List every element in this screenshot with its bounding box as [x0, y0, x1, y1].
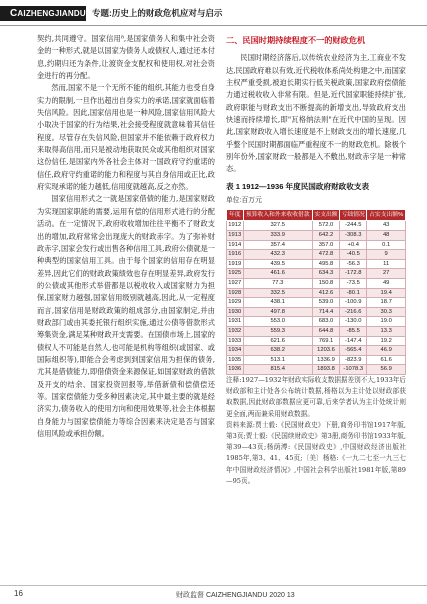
- table-header-row: [227, 210, 406, 221]
- table-cell: 497.8: [243, 307, 312, 317]
- table-cell: +0.4: [340, 240, 367, 250]
- table-cell: -130.0: [340, 317, 367, 327]
- table-cell: 357.0: [312, 240, 339, 250]
- table-cell: 634.3: [312, 269, 339, 279]
- table-cell: -823.9: [340, 355, 367, 365]
- table-header-cell: 预算收入和外来收收借款: [243, 210, 312, 221]
- table-cell: -80.1: [340, 288, 367, 298]
- table-cell: 27: [367, 269, 406, 279]
- table-cell: 1936: [227, 365, 244, 375]
- table-cell: 1931: [227, 317, 244, 327]
- table-header-cell: 年度: [227, 210, 244, 221]
- table-cell: 1930: [227, 307, 244, 317]
- table-row: [227, 250, 406, 260]
- table-cell: 19.0: [367, 317, 406, 327]
- table-note: 注释:1927—1932年财政实际收支数据据差别不大,1933年后财政部和主计处各公布统计数据,杨格以为主计处以财政部获取数据,因此财政部数据应更可靠,后来学者认为主计处统计则更全面,两而兼采用财政数据。: [226, 375, 406, 418]
- body-paragraph: 契约,共同遵守。国家信用⁸,是国家债务人和集中社会资金的一种形式,就是以国家为债务人或债权人,通过还本付息,约期归还为条件,让渡资金支配权和使用权,对社会资金进行的再分配。: [37, 34, 215, 81]
- table-body: [227, 221, 406, 375]
- table-header-cell: 亏绌情况: [340, 210, 367, 221]
- finance-table: [226, 209, 406, 375]
- table-cell: 333.9: [243, 231, 312, 241]
- table-cell: 815.4: [243, 365, 312, 375]
- table-cell: 461.6: [243, 269, 312, 279]
- table-cell: 439.5: [243, 259, 312, 269]
- table-cell: 18.7: [367, 298, 406, 308]
- table-cell: 1925: [227, 269, 244, 279]
- table-cell: 642.2: [312, 231, 339, 241]
- body-paragraph: 国家信用形式之一就是国家借债的能力,是国家财政为实现国家职能的需要,运用有偿的信用形式进行的分配活动。在一定情况下,政府收收增加往往平衡不了财政支出的增加,政府常常会出现庞大的财政赤字。为了弥补财政赤字,国家会发行或出售各种信用工具,政府公债就是一种典型的国家信用工具。由于每个国家的信用存在明显差异,因此它们的财政政策绩效也存在明显差异,政府发行的公债或其他形式举借都是以税收收入或国家财力为担保,国家财力越强,国家信用级别就越高,因此,从一定程度而言,国家信用是财政政策的组成部分,由国家制定,并由财政部门或由其委托银行组织实施,通过公债等借款形式筹集资金,满足某种财政开支需要。在国债市场上,国家的债权人不可能是自然人,也可能是机构等组织(或国家、或国际组织等),即能合会考虑到到国家信用为担保的债务,尤其是借债能力,即借债资金来源保证,如国家财政的借款及开支的结余、国家投资回报等,举借新债和偿债偿还等。国家偿债能力受多种因素决定,其中最主要的就是经济实力,债务收入的使用方向和使用效果等,社会主体根据自身能力与国家偿债能力等综合因素来决定是否与国家信用风险或承担份额。: [37, 194, 215, 438]
- table-cell: 11: [367, 259, 406, 269]
- table-cell: 49: [367, 279, 406, 289]
- table-cell: 1929: [227, 298, 244, 308]
- table-cell: 438.1: [243, 298, 312, 308]
- magazine-tab-name: AIZHENGJIANDU: [17, 9, 86, 18]
- footer-magazine-info: 财政监督 CAIZHENGJIANDU 2020 13: [176, 592, 295, 599]
- table-row: [227, 346, 406, 356]
- table-cell: 412.6: [312, 288, 339, 298]
- magazine-tab: [0, 6, 86, 21]
- table-cell: 1336.9: [312, 355, 339, 365]
- table-header-cell: 占实支出额%: [367, 210, 406, 221]
- left-column: [37, 33, 215, 571]
- table-header-cell: 实支出额: [312, 210, 339, 221]
- table-cell: 553.0: [243, 317, 312, 327]
- table-cell: 472.8: [312, 250, 339, 260]
- table-cell: 1893.8: [312, 365, 339, 375]
- table-row: [227, 269, 406, 279]
- table-cell: 43: [367, 221, 406, 231]
- table-cell: -172.8: [340, 269, 367, 279]
- table-cell: 150.8: [312, 279, 339, 289]
- table-row: [227, 240, 406, 250]
- table-cell: 19.2: [367, 336, 406, 346]
- table-cell: 539.0: [312, 298, 339, 308]
- magazine-tab-initial: C: [10, 8, 18, 19]
- table-cell: 327.5: [243, 221, 312, 231]
- table-row: [227, 279, 406, 289]
- table-row: [227, 288, 406, 298]
- table-row: [227, 231, 406, 241]
- page-header: [0, 0, 427, 25]
- table-row: [227, 365, 406, 375]
- right-column: [226, 33, 406, 571]
- table-cell: -244.5: [340, 221, 367, 231]
- table-cell: 56.9: [367, 365, 406, 375]
- table-cell: 1928: [227, 288, 244, 298]
- table-cell: 714.4: [312, 307, 339, 317]
- table-cell: 1935: [227, 355, 244, 365]
- table-cell: 1919: [227, 259, 244, 269]
- table-cell: 19.4: [367, 288, 406, 298]
- table-cell: 1933: [227, 336, 244, 346]
- table-row: [227, 221, 406, 231]
- table-cell: 77.3: [243, 279, 312, 289]
- table-cell: 357.4: [243, 240, 312, 250]
- table-unit: 单位:百万元: [226, 197, 262, 205]
- table-cell: 1913: [227, 231, 244, 241]
- table-cell: 61.6: [367, 355, 406, 365]
- table-cell: -147.4: [340, 336, 367, 346]
- table-cell: 9: [367, 250, 406, 260]
- table-cell: -40.5: [340, 250, 367, 260]
- table-cell: 13.3: [367, 327, 406, 337]
- section-heading: 二、民国时期持续程度不一的财政危机: [226, 36, 366, 45]
- table-cell: -1078.3: [340, 365, 367, 375]
- table-cell: -85.5: [340, 327, 367, 337]
- table-cell: 513.1: [243, 355, 312, 365]
- table-row: [227, 259, 406, 269]
- table-cell: 0.1: [367, 240, 406, 250]
- body-paragraph: 然而,国家不是一个无所不能的组织,其能力也受自身实力的限制,一旦作出超出自身实力的承诺,国家就面临着失信风险。因此,国家信用也是一种风险,国家信用风险大小取决于国家的行为结果,社会接受程度就意味着其信任程度。尽管存在失信风险,但国家并不能依赖于政府权力来取得高信用,而只是被动地获取民众或其他组织对国家这份信任,是国家内外各社会主体对一国政府守约重诺的信任,政府守约重诺的能力和程度与其自身信用或正比,政府实现承诺的能力越低,信用度就越高,反之亦然。: [37, 83, 215, 192]
- table-cell: 1934: [227, 346, 244, 356]
- table-cell: 638.2: [243, 346, 312, 356]
- footer-divider: [0, 585, 427, 586]
- table-cell: 621.6: [243, 336, 312, 346]
- table-row: [227, 298, 406, 308]
- table-cell: 495.8: [312, 259, 339, 269]
- table-cell: 644.8: [312, 327, 339, 337]
- table-cell: 30.3: [367, 307, 406, 317]
- header-divider: [0, 25, 427, 26]
- table-cell: 332.5: [243, 288, 312, 298]
- table-cell: 1203.6: [312, 346, 339, 356]
- table-cell: 1912: [227, 221, 244, 231]
- table-cell: 48: [367, 231, 406, 241]
- table-cell: 572.0: [312, 221, 339, 231]
- table-cell: -565.4: [340, 346, 367, 356]
- table-source: 资料来源:贾士毅:《民国财政史》下册,商务印书馆1917年版,第3页;贾士毅:《民国续财政史》第3册,商务印书馆1933年版,第39—43页;杨荫溥:《民国财政史》,中国财政经济出版社1985年,第3、41、45页;〔美〕杨格:《一九二七至一九三七年中国财政经济情况》,中国社会科学出版社1981年版,第89—95页。: [226, 420, 406, 485]
- table-row: [227, 317, 406, 327]
- table-cell: 1916: [227, 250, 244, 260]
- table-row: [227, 307, 406, 317]
- table-cell: 1914: [227, 240, 244, 250]
- table-cell: 683.0: [312, 317, 339, 327]
- table-cell: -56.3: [340, 259, 367, 269]
- table-cell: 769.1: [312, 336, 339, 346]
- table-row: [227, 327, 406, 337]
- table-row: [227, 355, 406, 365]
- table-cell: 559.3: [243, 327, 312, 337]
- table-cell: 432.3: [243, 250, 312, 260]
- table-title: 表 1 1912—1936 年度民国政府财政收支表: [226, 181, 370, 191]
- table-cell: -308.3: [340, 231, 367, 241]
- table-cell: -216.6: [340, 307, 367, 317]
- page-number: 16: [14, 589, 23, 598]
- table-cell: -100.9: [340, 298, 367, 308]
- table-cell: -73.5: [340, 279, 367, 289]
- table-cell: 1927: [227, 279, 244, 289]
- table-cell: 1932: [227, 327, 244, 337]
- table-row: [227, 336, 406, 346]
- column-title: 专题:历史上的财政危机应对与启示: [92, 8, 223, 18]
- table-cell: 46.9: [367, 346, 406, 356]
- body-paragraph: 民国时期经济落后,以传统农业经济为主,工商业不发达,民国政府难以有效,近代税收体系尚处构建之中,而国家主权严重受损,被迫长期实行低关税政策,国家政府偿债能力通过税收收入非常有限。但是,近代国家职能持续扩张,政府职能与财政支出不断提高的新增支出,导致政府支出快速而持续增长,即"瓦格纳法则"在近代中国的呈现。因此,国家财政收入增长速度是不上财政支出的增长速度,几乎整个民国时期都面临严重程度不一的财政危机。除极个别年份外,国家财政一般都是入不敷出,财政赤字是一种常态。: [226, 53, 406, 174]
